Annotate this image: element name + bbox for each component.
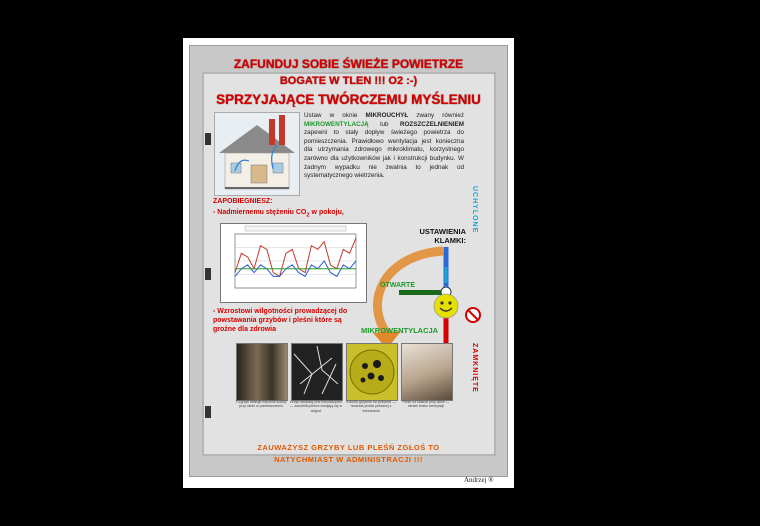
photo-mold-wall xyxy=(401,343,453,401)
prevent-item-co2-text: - Nadmiernemu stężeniu CO xyxy=(213,209,307,216)
paragraph-text-1: Ustaw w oknie xyxy=(304,112,366,119)
photo-caption-4: Pleśń na ścianie przy oknie — skutek braku wentylacji xyxy=(402,400,450,409)
term-mikrowentylacja: MIKROWENTYLACJĄ xyxy=(304,120,369,128)
poster-page xyxy=(183,38,514,488)
prevent-item-co2-tail: w pokoju, xyxy=(309,209,344,216)
label-mikrowentylacja: MIKROWENTYLACJA xyxy=(361,326,439,335)
prevent-item-co2 xyxy=(213,208,373,220)
photo-caption-1: Tu grzyb atakuje narożnik ściany przy oknie w pomieszczeniu xyxy=(235,400,287,409)
term-rozszczelnieniem: ROZSZCZELNIENIEM xyxy=(399,120,464,128)
bottom-warning-line2: NATYCHMIAST W ADMINISTRACJI !!! xyxy=(274,455,423,464)
smiley-face-icon xyxy=(433,293,459,319)
photo-caption-2: Grzyb widziany pod mikroskopem — zarodniki pleśni rozwijają się w wilgoci xyxy=(289,400,343,413)
photo-mold-culture xyxy=(346,343,398,401)
poster-title-line2: BOGATE W TLEN !!! O2 :-) xyxy=(279,75,418,87)
chart-legend xyxy=(245,226,346,231)
chart-series-line-1 xyxy=(235,238,356,277)
paragraph-text-2: zwany również xyxy=(408,112,464,119)
prevent-item-humidity: - Wzrostowi wilgotności prowadzącej do powstawania grzybów i pleśni które są groźne dla zdrowia xyxy=(213,308,348,333)
paragraph-text-3: lub xyxy=(368,120,400,128)
paragraph-text-4: zapewni to stały dopływ świeżego powietrza do pomieszczenia. Prawidłowo wentylacja jest konieczna dla utrzymania zdrowego mikroklimatu, korzystnego zarówno dla użytkowników jak i konstrukcji budynku. W żadnym wypadku nie zwalnia to jednak od systematycznego wietrzenia. xyxy=(304,129,464,180)
no-entry-icon xyxy=(465,307,481,323)
photo-caption-3: Kolonia grzybów na pożywce — hodowla próbki pobranej z mieszkania xyxy=(346,400,396,413)
term-mikrouchyl: MIKROUCHYŁ xyxy=(365,112,409,119)
bottom-warning-line1: ZAUWAŻYSZ GRZYBY LUB PLEŚŃ ZGŁOŚ TO xyxy=(257,443,440,452)
author-signature: Andrzej ® xyxy=(464,476,494,484)
label-otwarte: OTWARTE xyxy=(380,282,415,289)
window-hinge-bottom xyxy=(205,406,211,418)
window-hinge-top xyxy=(205,133,211,145)
poster-title-line1: ZAFUNDUJ SOBIE ŚWIEŻE POWIETRZE xyxy=(233,57,464,71)
co2-subscript: 2 xyxy=(306,212,310,219)
photo-mold-corner xyxy=(236,343,288,401)
window-hinge-middle xyxy=(205,268,211,280)
label-zamkniete: ZAMKNIĘTE xyxy=(471,343,478,393)
poster-title-line3: SPRZYJAJĄCE TWÓRCZEMU MYŚLENIU xyxy=(216,92,481,107)
house-illustration xyxy=(214,112,300,196)
label-uchylone: UCHYLONE xyxy=(471,186,478,234)
ventilation-paragraph xyxy=(304,112,464,181)
prevent-heading: ZAPOBIEGNIESZ: xyxy=(213,198,273,205)
handle-settings-heading: USTAWIENIA KLAMKI: xyxy=(419,227,466,245)
photo-mold-microscope xyxy=(291,343,343,401)
